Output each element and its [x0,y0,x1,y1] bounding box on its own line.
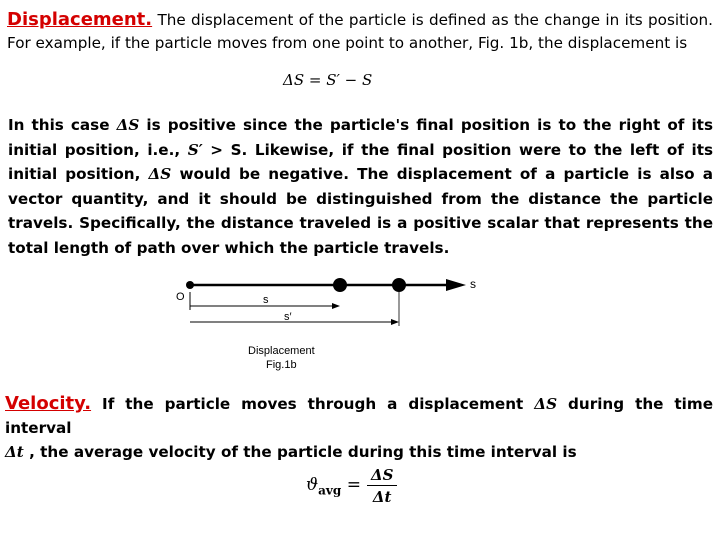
explanation-text-2: is positive since the particle's final position is to the right of its initial position, i.e., [8,116,713,159]
s-prime-symbol: S′ [187,140,203,159]
fraction-denominator: Δt [372,488,392,506]
velocity-symbol-letter: ϑ [306,474,319,495]
velocity-paragraph [5,392,713,464]
s-dimension-label: s [263,294,269,306]
origin-label: O [176,291,185,303]
explanation-paragraph [8,113,713,260]
displacement-equation: ΔS = S′ − S [283,71,373,89]
equals-sign: = [341,474,361,495]
fraction-numerator: ΔS [367,466,397,486]
delta-t-symbol: Δt [5,443,24,461]
velocity-text-2: during the time interval [5,395,714,437]
velocity-symbol [306,475,361,497]
velocity-fraction [367,466,397,506]
delta-s-symbol: ΔS [148,165,172,183]
delta-s-symbol: ΔS [534,395,558,413]
origin-point [186,281,194,289]
figure-caption-number: Fig.1b [266,359,297,371]
axis-label: s [470,277,476,291]
displacement-text: The displacement of the particle is defined as the change in its position. For example, if the particle moves from one point to another, Fig. 1b, the displacement is [7,11,713,52]
explanation-text-1: In this case [8,116,117,134]
initial-position-point [333,278,347,292]
s-dimension-arrowhead [332,303,340,309]
velocity-subscript: avg [318,483,342,498]
figure-caption-title: Displacement [248,345,315,357]
delta-s-symbol: ΔS [116,116,140,134]
velocity-text-3: , the average velocity of the particle during this time interval is [23,443,577,461]
s-prime-dimension-arrowhead [391,319,399,325]
explanation-text-3: > S. Likewise, if the final position were to the left of its initial position, [8,140,713,183]
axis-arrowhead [446,279,466,291]
displacement-paragraph [7,8,713,55]
final-position-point [392,278,406,292]
s-prime-dimension-label: s′ [284,311,292,323]
displacement-heading: Displacement. [7,9,153,30]
average-velocity-equation [306,466,397,506]
explanation-text-4: would be negative. The displacement of a particle is also a vector quantity, and it should be distinguished from the distance the particle travels. Specifically, the distance traveled is a positive scalar that represents the total length of path over which the particle travels. [8,165,713,257]
displacement-figure [170,268,490,378]
velocity-heading: Velocity. [5,393,92,414]
velocity-text-1: If the particle moves through a displacement [91,395,535,413]
